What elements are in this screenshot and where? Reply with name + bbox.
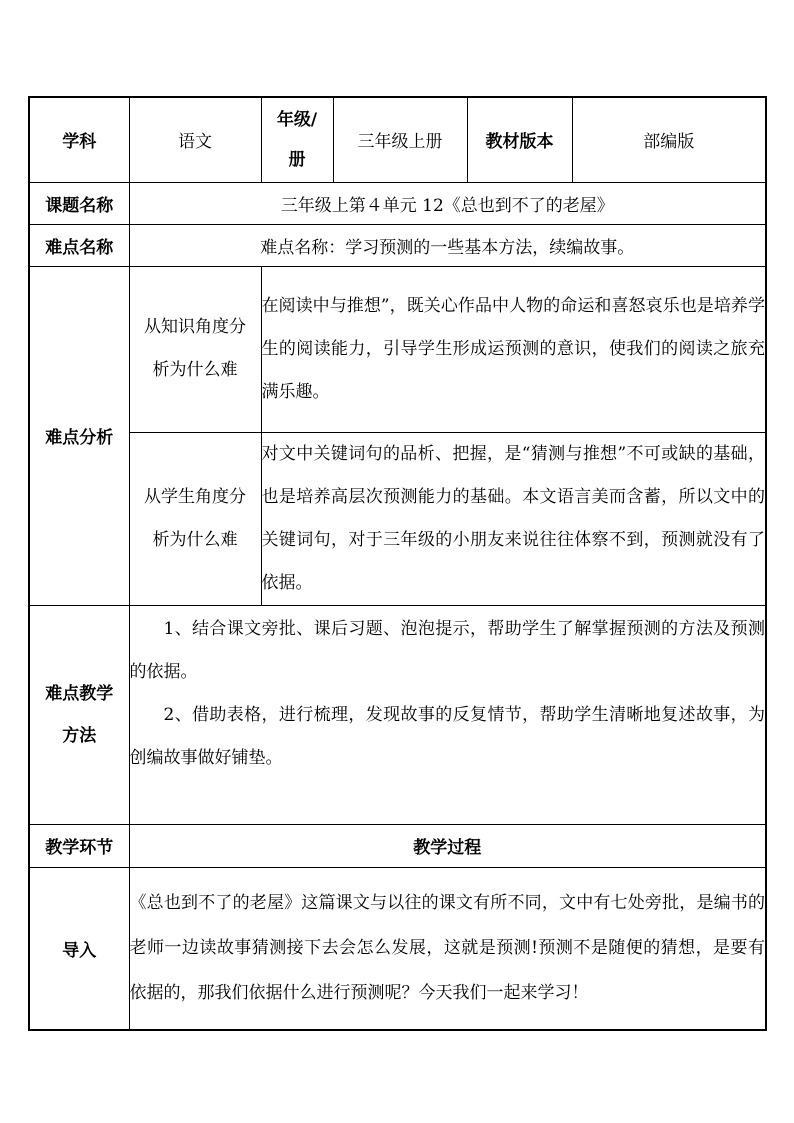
difficulty-row bbox=[29, 224, 766, 266]
topic-row bbox=[29, 182, 766, 224]
methods-text bbox=[129, 605, 766, 824]
knowledge-label-line1: 从知识角度分 bbox=[144, 317, 246, 337]
topic-label: 课题名称 bbox=[29, 182, 129, 224]
intro-stage: 导入 bbox=[29, 867, 129, 1030]
analysis-label: 难点分析 bbox=[29, 266, 129, 605]
subject-value: 语文 bbox=[129, 97, 261, 182]
analysis-student-row bbox=[29, 432, 766, 605]
method-item-1: 1、结合课文旁批、课后习题、泡泡提示，帮助学生了解掌握预测的方法及预测的依据。 bbox=[129, 618, 765, 682]
edition-label: 教材版本 bbox=[467, 97, 572, 182]
student-label-line1: 从学生角度分 bbox=[144, 486, 246, 507]
stage-header: 教学环节 bbox=[29, 824, 129, 867]
grade-label-line1: 年级/ bbox=[276, 109, 318, 130]
knowledge-label-line2: 析为什么难 bbox=[152, 360, 238, 380]
header-row bbox=[29, 97, 766, 182]
student-label bbox=[129, 432, 261, 605]
edition-value: 部编版 bbox=[572, 97, 766, 182]
student-text: 对文中关键词句的品析、把握，是“猜测与推想”不可或缺的基础，也是培养高层次预测能力的基础。本文语言美而含蓄，所以文中的关键词句，对于三年级的小朋友来说往往体察不到，预测就没有了依据。 bbox=[261, 432, 766, 605]
methods-label bbox=[29, 605, 129, 824]
grade-value: 三年级上册 bbox=[333, 97, 467, 182]
methods-row bbox=[29, 605, 766, 824]
student-label-line2: 析为什么难 bbox=[152, 529, 238, 550]
process-header-row bbox=[29, 824, 766, 867]
grade-label-line2: 册 bbox=[288, 149, 306, 170]
topic-value: 三年级上第４单元 12《总也到不了的老屋》 bbox=[129, 182, 766, 224]
methods-label-line1: 难点教学 bbox=[45, 683, 114, 704]
methods-label-line2: 方法 bbox=[62, 725, 97, 746]
knowledge-text: 在阅读中与推想”，既关心作品中人物的命运和喜怒哀乐也是培养学生的阅读能力，引导学生形成运预测的意识，使我们的阅读之旅充满乐趣。 bbox=[261, 266, 766, 432]
difficulty-value: 难点名称：学习预测的一些基本方法，续编故事。 bbox=[129, 224, 766, 266]
methods-blank-space bbox=[130, 780, 766, 824]
method-item-2: 2、借助表格，进行梳理，发现故事的反复情节，帮助学生清晰地复述故事，为创编故事做好铺垫。 bbox=[129, 704, 765, 768]
lesson-plan-table bbox=[28, 96, 767, 1031]
analysis-knowledge-row bbox=[29, 266, 766, 432]
knowledge-label bbox=[129, 266, 261, 432]
intro-text: 《总也到不了的老屋》这篇课文与以往的课文有所不同，文中有七处旁批，是编书的老师一边读故事猜测接下去会怎么发展，这就是预测!预测不是随便的猜想，是要有依据的，那我们依据什么进行预测呢？今天我们一起来学习！ bbox=[129, 867, 766, 1030]
difficulty-label: 难点名称 bbox=[29, 224, 129, 266]
intro-row bbox=[29, 867, 766, 1030]
process-header: 教学过程 bbox=[129, 824, 766, 867]
subject-label: 学科 bbox=[29, 97, 129, 182]
grade-label bbox=[261, 97, 333, 182]
